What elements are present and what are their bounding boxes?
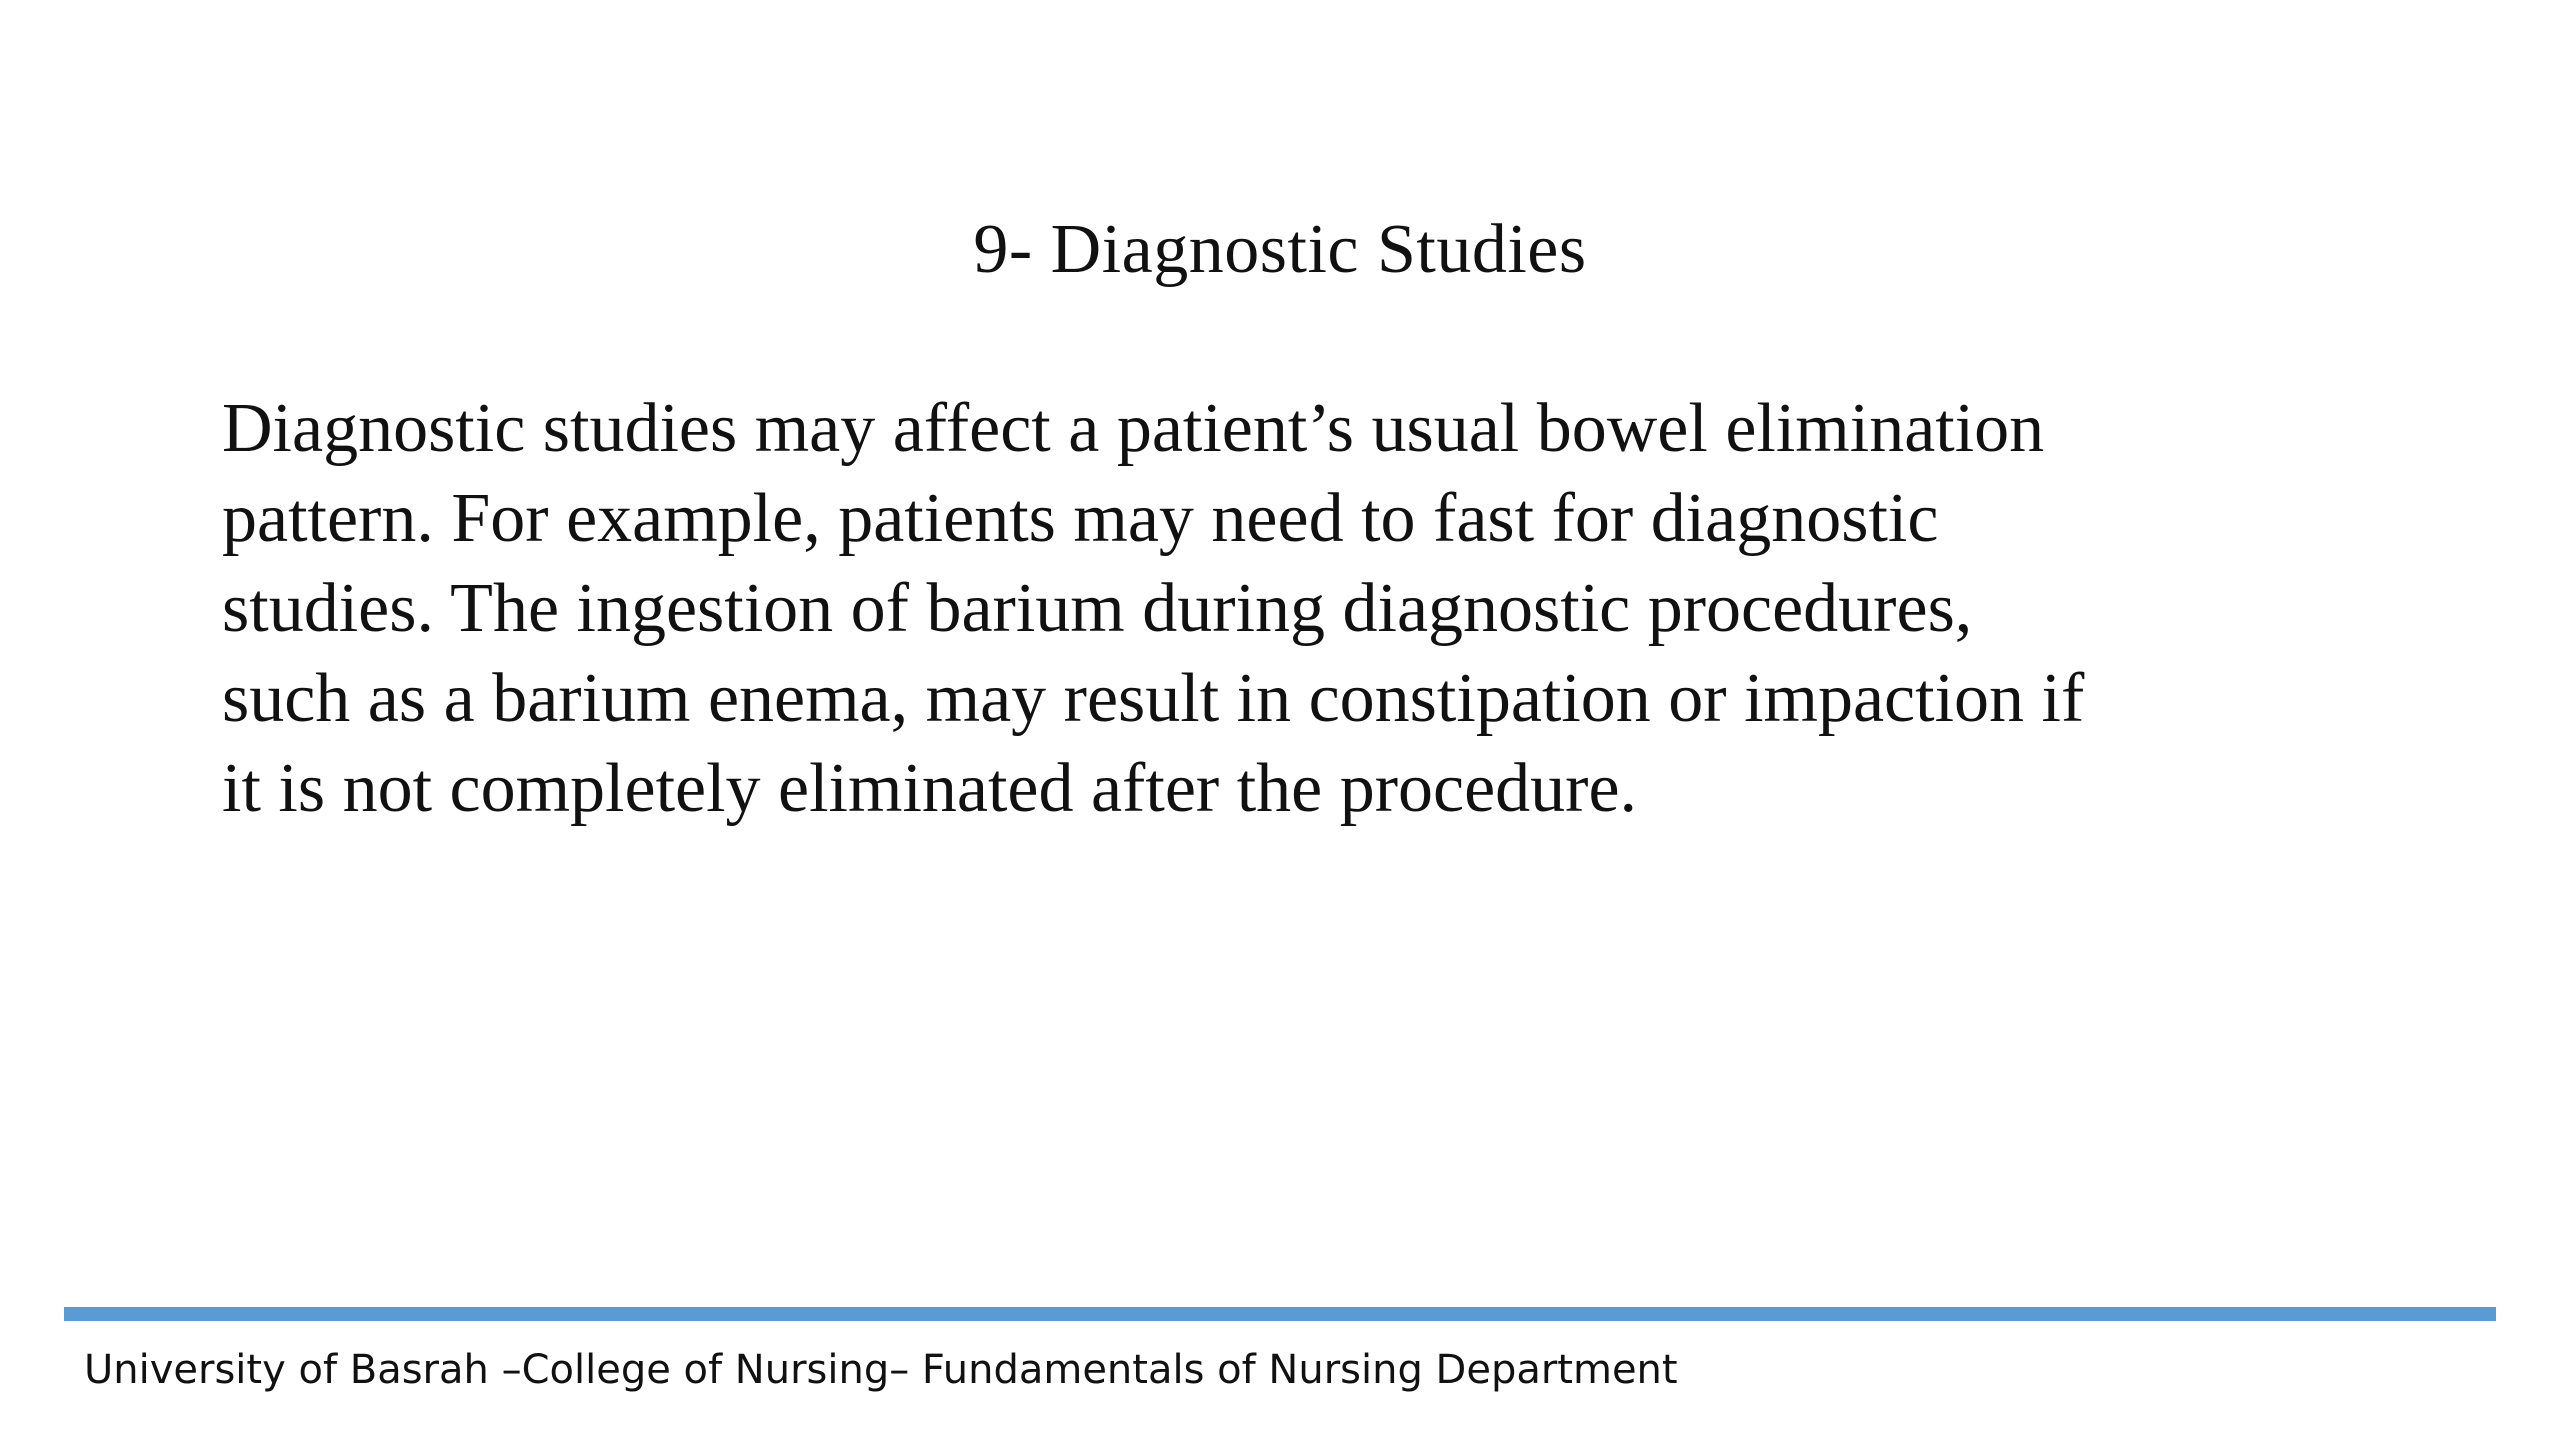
footer-text: University of Basrah –College of Nursing– Fundamentals of Nursing Department [84,1347,1678,1393]
body-line: Diagnostic studies may affect a patient’s usual bowel elimination [222,390,2045,467]
body-paragraph [222,384,2382,834]
body-line: studies. The ingestion of barium during diagnostic procedures, [222,570,1973,647]
body-line: such as a barium enema, may result in constipation or impaction if [222,660,2085,737]
body-line: it is not completely eliminated after the procedure. [222,750,1638,827]
body-line: pattern. For example, patients may need to fast for diagnostic [222,480,1939,557]
footer-divider [64,1307,2496,1321]
slide-title: 9- Diagnostic Studies [973,211,1587,288]
